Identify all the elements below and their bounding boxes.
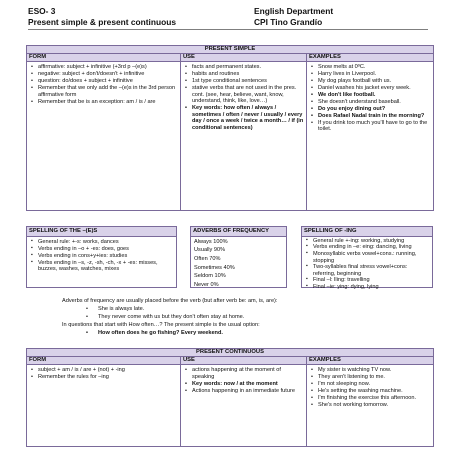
list-item: • Remember that be is an exception: am / is / are bbox=[29, 99, 178, 106]
adverbs-frequency-list bbox=[191, 237, 286, 291]
page-header bbox=[28, 6, 428, 30]
list-item: • He's setting the washing machine. bbox=[309, 388, 431, 395]
spelling-ing-box bbox=[301, 226, 433, 288]
list-item: • Actions happening in an immediate future bbox=[183, 388, 304, 395]
list-item: ▪ General rule: +-s: works, dances bbox=[29, 239, 174, 246]
list-item: • She doesn't understand baseball. bbox=[309, 99, 431, 106]
pc-form-list bbox=[27, 365, 180, 382]
list-item: • subject + am / is / are + (not) + -ing bbox=[29, 367, 178, 374]
ps-form-header: FORM bbox=[27, 54, 181, 62]
list-item: • She's not working tomorrow. bbox=[309, 402, 431, 409]
spelling-es-list bbox=[27, 237, 176, 275]
pc-examples-cell bbox=[307, 365, 434, 447]
present-continuous-title: PRESENT CONTINUOUS bbox=[27, 349, 434, 357]
school-name: CPI Tino Grandío bbox=[254, 16, 323, 27]
list-item: Never 0% bbox=[194, 281, 219, 288]
present-continuous-table bbox=[26, 348, 434, 447]
frequency-notes bbox=[62, 297, 442, 337]
list-item: • 1st type conditional sentences bbox=[183, 78, 304, 85]
list-item: • If you drink too much you'll have to go to the toilet. bbox=[309, 120, 431, 133]
pc-examples-header: EXAMPLES bbox=[307, 357, 434, 365]
list-item: ▪ Verbs ending in –s, -z, -sh, -ch, -x + -es: misses, buzzes, washes, watches, mixes bbox=[29, 260, 174, 273]
spelling-ing-list bbox=[302, 237, 432, 292]
present-simple-table bbox=[26, 45, 434, 211]
ps-use-header: USE bbox=[181, 54, 307, 62]
list-item: ▪ Final –l: lling: travelling bbox=[304, 277, 430, 284]
ps-use-list bbox=[181, 62, 306, 133]
list-item: • Remember that we only add the –(e)s in the 3rd person affirmative form bbox=[29, 85, 178, 98]
list-item: ▪ Monosyllabic verbs vowel+cons.: running, stopping bbox=[304, 251, 430, 264]
list-item: • Do you enjoy dining out? bbox=[309, 106, 431, 113]
pc-use-cell bbox=[181, 365, 307, 447]
list-item: ▪ Verbs ending in cons+y+ies: studies bbox=[29, 253, 174, 260]
pc-form-cell bbox=[27, 365, 181, 447]
ps-form-cell bbox=[27, 62, 181, 211]
pc-use-list bbox=[181, 365, 306, 396]
list-item: • stative verbs that are not used in the pres. cont. (see, hear, believe, want, know, understand, think, like, love…) bbox=[183, 85, 304, 105]
pc-use-header: USE bbox=[181, 357, 307, 365]
note-line: In questions that start with How often…? The present simple is the usual option: bbox=[62, 322, 260, 328]
list-item: Always 100% bbox=[194, 238, 228, 245]
pc-examples-list bbox=[307, 365, 433, 410]
list-item: • My sister is watching TV now. bbox=[309, 367, 431, 374]
list-item: • I'm not sleeping now. bbox=[309, 381, 431, 388]
list-item: • negative: subject + don't/doesn't + infinitive bbox=[29, 71, 178, 78]
list-item: • question: do/does + subject + infinitive bbox=[29, 78, 178, 85]
list-item: • affirmative: subject + infinitive (+3rd p –(e)s) bbox=[29, 64, 178, 71]
list-item: Sometimes 40% bbox=[194, 264, 235, 271]
list-item: ▪ General rule +-ing: working, studying bbox=[304, 238, 430, 245]
note-examples bbox=[62, 329, 442, 337]
list-item: Usually 90% bbox=[194, 247, 226, 254]
note-examples bbox=[62, 305, 442, 321]
list-item: ▪ Verbs ending in –o + -es: does, goes bbox=[29, 246, 174, 253]
list-item: • Does Rafael Nadal train in the morning? bbox=[309, 113, 431, 120]
ps-examples-header: EXAMPLES bbox=[307, 54, 434, 62]
list-item: • Remember the rules for –ing bbox=[29, 374, 178, 381]
list-item: • Key words: now / at the moment bbox=[183, 381, 304, 388]
spelling-es-title: SPELLING OF THE –(E)S bbox=[27, 227, 176, 237]
ps-use-cell bbox=[181, 62, 307, 211]
course-label: ESO- 3 bbox=[28, 6, 56, 16]
list-item: • They never come with us but they don't often stay at home. bbox=[84, 313, 442, 321]
ps-examples-cell bbox=[307, 62, 434, 211]
header-right bbox=[254, 6, 333, 28]
list-item: ▪ Two-syllables final stress vowel+cons: referring, beginning bbox=[304, 264, 430, 277]
list-item: • I'm finishing the exercise this afternoon. bbox=[309, 395, 431, 402]
header-left bbox=[28, 6, 176, 28]
adverbs-frequency-title: ADVERBS OF FREQUENCY bbox=[191, 227, 286, 237]
spelling-es-box bbox=[26, 226, 177, 288]
list-item: ▪ Verbs ending in –e: eing: dancing, living bbox=[304, 244, 430, 251]
list-item: • actions happening at the moment of speaking bbox=[183, 367, 304, 380]
list-item: • Harry lives in Liverpool. bbox=[309, 71, 431, 78]
list-item: • She is always late. bbox=[84, 305, 442, 313]
spelling-ing-title: SPELLING OF -ING bbox=[302, 227, 432, 237]
note-line: Adverbs of frequency are usually placed before the verb (but after verb be: am, is, are): bbox=[62, 298, 278, 304]
list-item: • habits and routines bbox=[183, 71, 304, 78]
list-item: Seldom 10% bbox=[194, 273, 226, 280]
list-item: Often 70% bbox=[194, 255, 221, 262]
department-label: English Department bbox=[254, 6, 334, 16]
pc-form-header: FORM bbox=[27, 357, 181, 365]
list-item: • They aren't listening to me. bbox=[309, 374, 431, 381]
ps-examples-list bbox=[307, 62, 433, 134]
list-item: • How often does he go fishing? Every weekend. bbox=[84, 329, 442, 337]
topic-title: Present simple & present continuous bbox=[28, 16, 176, 27]
list-item: • My dog plays football with us. bbox=[309, 78, 431, 85]
adverbs-frequency-box bbox=[190, 226, 287, 288]
list-item: • facts and permanent states. bbox=[183, 64, 304, 71]
list-item: • Daniel washes his jacket every week. bbox=[309, 85, 431, 92]
list-item: • Key words: how often / always / sometimes / often / never / usually / every day / once a week / twice a month… / if (in conditional sentences) bbox=[183, 105, 304, 131]
list-item: • We don't like football. bbox=[309, 92, 431, 99]
list-item: ▪ Final –ie: ying: dying, lying bbox=[304, 284, 430, 291]
list-item: • Snow melts at 0ºC. bbox=[309, 64, 431, 71]
present-simple-title: PRESENT SIMPLE bbox=[27, 46, 434, 54]
ps-form-list bbox=[27, 62, 180, 107]
